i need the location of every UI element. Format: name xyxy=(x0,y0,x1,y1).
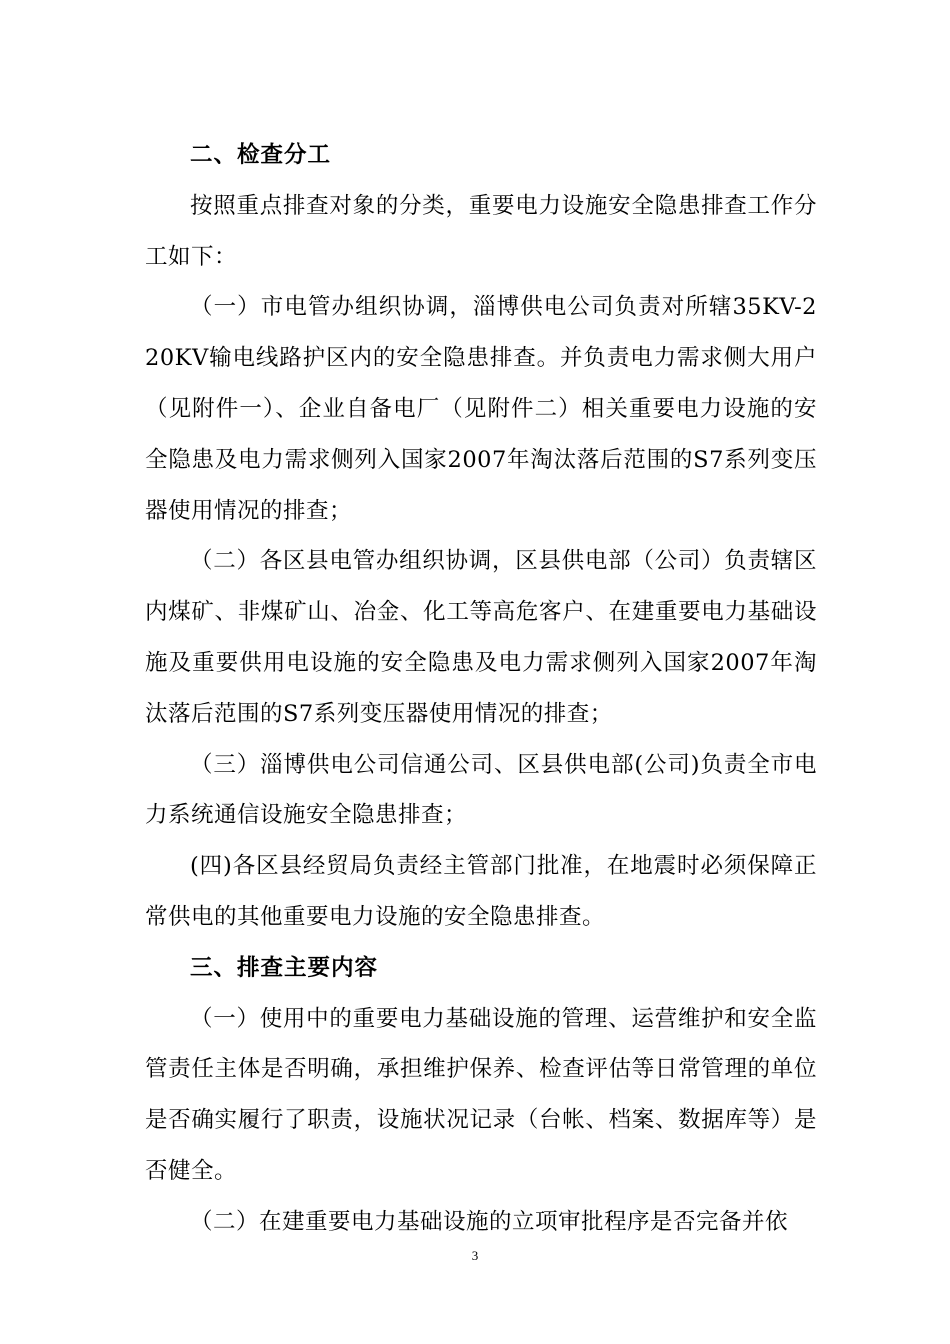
page-number: 3 xyxy=(471,1248,479,1263)
paragraph-item-2: （二）各区县电管办组织协调，区县供电部（公司）负责辖区内煤矿、非煤矿山、冶金、化工等高危客户、在建重要电力基础设施及重要供用电设施的安全隐患及电力需求侧列入国家2007年淘汰落后范围的S7系列变压器使用情况的排查； xyxy=(145,548,817,727)
paragraph-item-4: (四)各区县经贸局负责经主管部门批准，在地震时必须保障正常供电的其他重要电力设施的安全隐患排查。 xyxy=(145,853,817,930)
body-text xyxy=(145,130,817,1248)
section-heading-inspection-division: 二、检查分工 xyxy=(190,142,332,168)
paragraph-item-1: （一）市电管办组织协调，淄博供电公司负责对所辖35KV-220KV输电线路护区内的安全隐患排查。并负责电力需求侧大用户（见附件一）、企业自备电厂（见附件二）相关重要电力设施的安全隐患及电力需求侧列入国家2007年淘汰落后范围的S7系列变压器使用情况的排查； xyxy=(145,294,817,524)
paragraph-content-2: （二）在建重要电力基础设施的立项审批程序是否完备并依 xyxy=(190,1208,789,1235)
paragraph-division-intro: 按照重点排查对象的分类，重要电力设施安全隐患排查工作分工如下： xyxy=(145,192,817,270)
paragraph-item-3: （三）淄博供电公司信通公司、区县供电部(公司)负责全市电力系统通信设施安全隐患排查； xyxy=(145,751,817,829)
paragraph-content-1: （一）使用中的重要电力基础设施的管理、运营维护和安全监管责任主体是否明确，承担维护保养、检查评估等日常管理的单位是否确实履行了职责，设施状况记录（台帐、档案、数据库等）是否健全。 xyxy=(145,1005,817,1184)
section-heading-main-content: 三、排查主要内容 xyxy=(190,954,379,981)
